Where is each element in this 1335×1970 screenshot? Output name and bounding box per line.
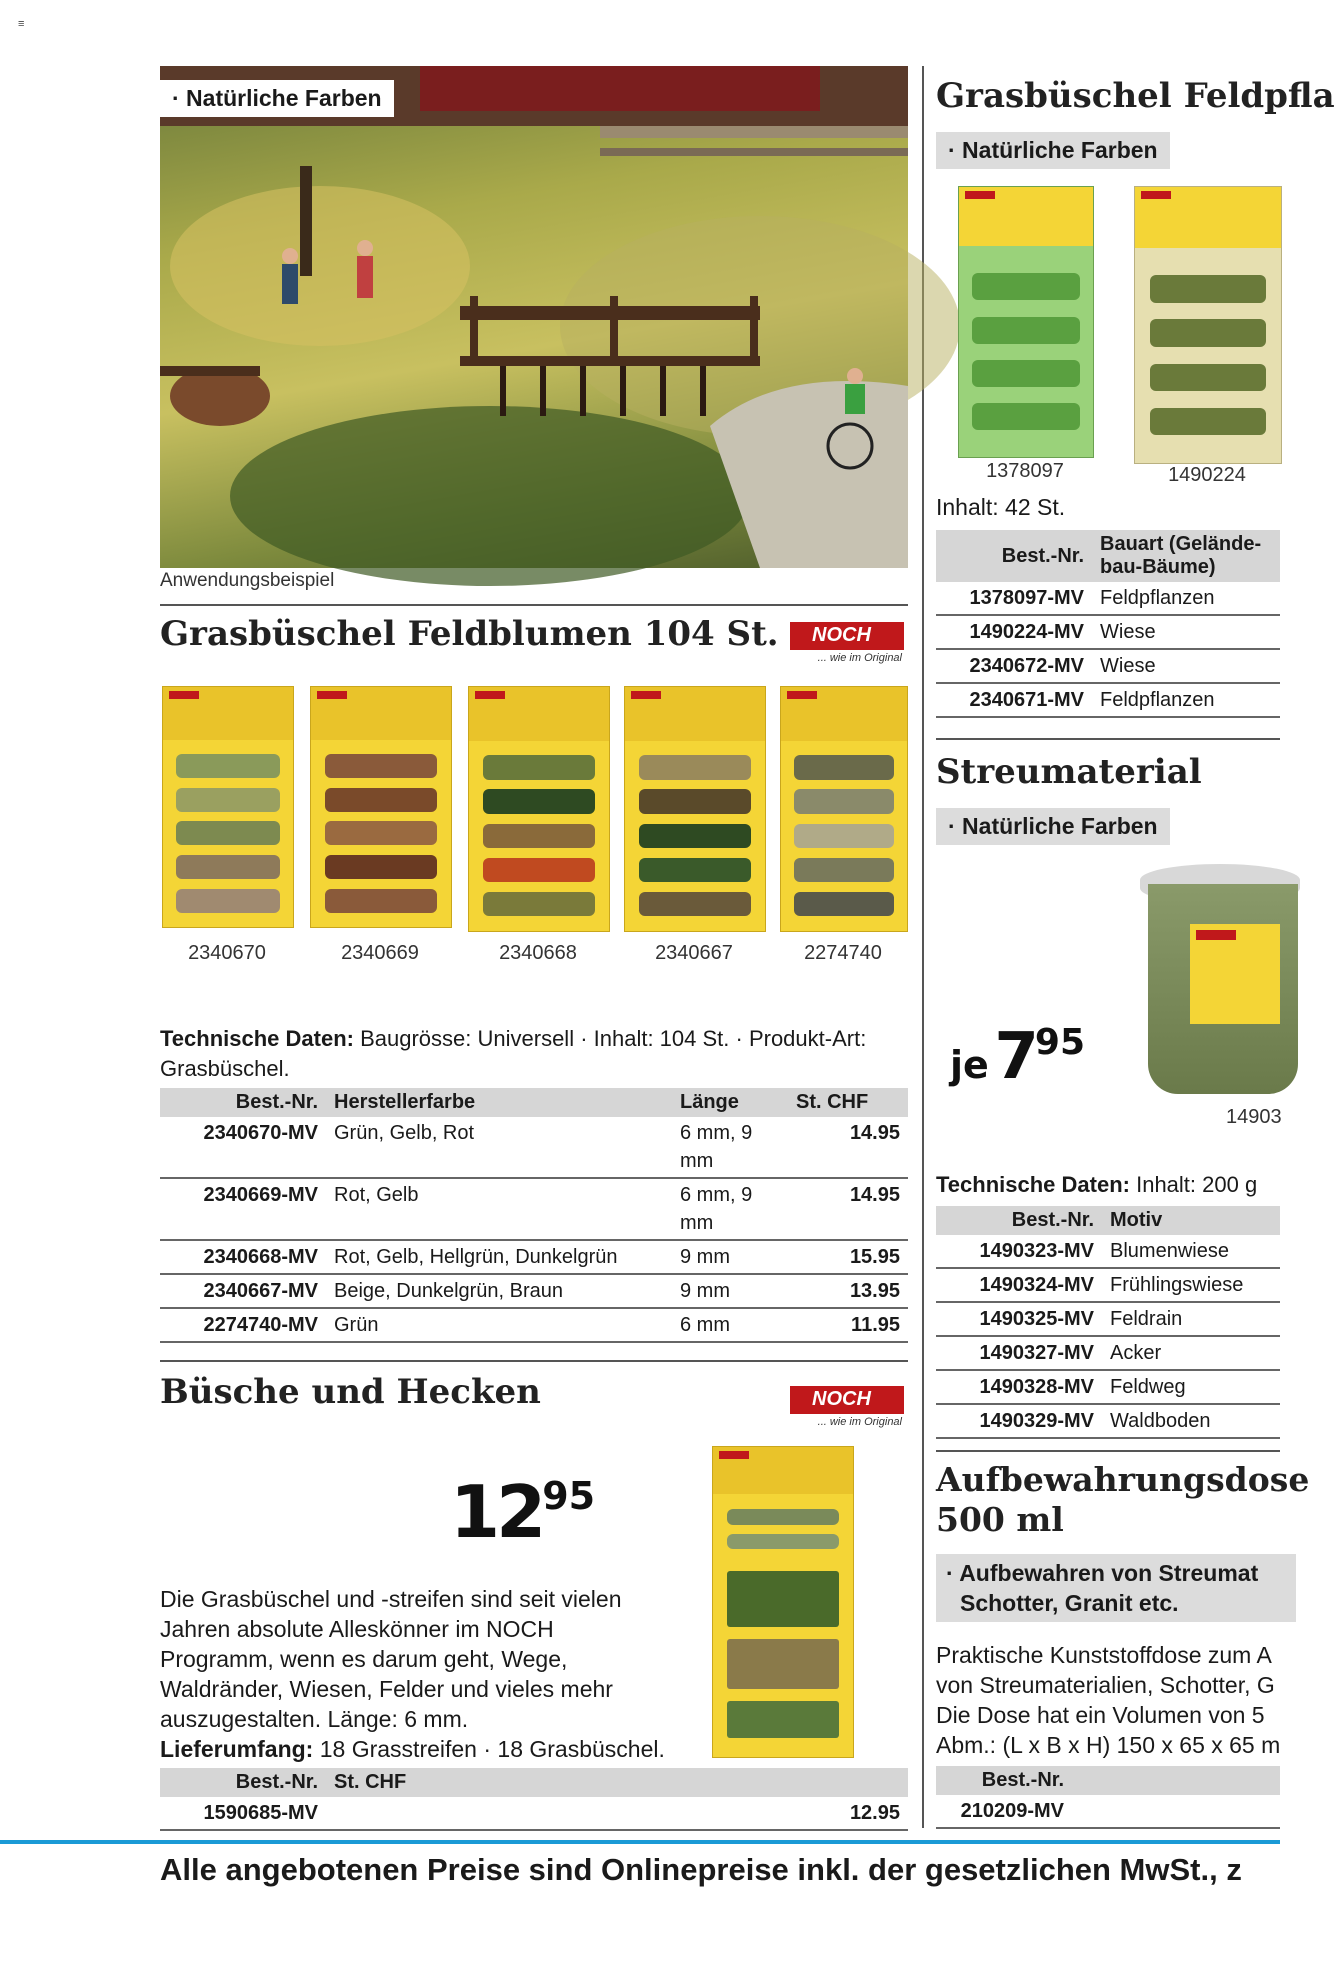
table-row[interactable] <box>936 1302 1280 1336</box>
price-tag <box>450 1470 595 1554</box>
product-table <box>936 1206 1280 1439</box>
section-rule <box>160 604 908 606</box>
col-header: Bauart (Gelände-bau-Bäume) <box>1092 530 1280 582</box>
product-tub[interactable] <box>1140 864 1280 1094</box>
price-cell: 11.95 <box>788 1308 908 1342</box>
order-number: 1590685-MV <box>160 1797 326 1830</box>
order-number: 1378097-MV <box>936 582 1092 615</box>
motif-cell: Frühlingswiese <box>1102 1268 1280 1302</box>
product-table <box>936 1766 1280 1829</box>
noch-logo: NOCH ... wie im Original <box>790 1386 904 1434</box>
order-number: 2340670-MV <box>160 1117 326 1178</box>
motif-cell: Feldweg <box>1102 1370 1280 1404</box>
price-main: 7 <box>994 1020 1035 1094</box>
length-cell: 9 mm <box>672 1274 788 1308</box>
order-number: 1490329-MV <box>936 1404 1102 1438</box>
product-code: 2340667 <box>655 942 733 964</box>
title-line: 500 ml <box>936 1500 1064 1539</box>
footer-divider <box>0 1840 1280 1844</box>
product-code: 2340669 <box>341 942 419 964</box>
product-code: 14903 <box>1226 1106 1282 1128</box>
motif-cell: Waldboden <box>1102 1404 1280 1438</box>
technical-data <box>936 1170 1257 1200</box>
desc-line: Die Dose hat ein Volumen von 5 <box>936 1702 1265 1728</box>
table-row[interactable] <box>936 1336 1280 1370</box>
length-cell: 6 mm <box>672 1308 788 1342</box>
product-pack[interactable] <box>624 686 766 932</box>
price-cell: 14.95 <box>788 1178 908 1240</box>
product-code: 1490224 <box>1168 464 1246 486</box>
product-pack[interactable] <box>468 686 610 932</box>
section-rule <box>936 738 1280 740</box>
table-row[interactable] <box>160 1178 908 1240</box>
price-prefix: je <box>950 1043 989 1087</box>
order-number: 1490328-MV <box>936 1370 1102 1404</box>
order-number: 210209-MV <box>936 1795 1072 1828</box>
desc-line: Abm.: (L x B x H) 150 x 65 x 65 m <box>936 1732 1281 1758</box>
badge-line: Schotter, Granit etc. <box>960 1590 1179 1616</box>
delivery-scope <box>160 1734 720 1764</box>
order-number: 1490224-MV <box>936 615 1092 649</box>
technical-data <box>160 1024 900 1084</box>
price-cell: 12.95 <box>326 1797 908 1830</box>
order-number: 2340668-MV <box>160 1240 326 1274</box>
price-cell: 13.95 <box>788 1274 908 1308</box>
type-cell: Wiese <box>1092 649 1280 683</box>
table-row[interactable] <box>936 615 1280 649</box>
motif-cell: Acker <box>1102 1336 1280 1370</box>
order-number: 2340671-MV <box>936 683 1092 717</box>
color-cell: Rot, Gelb <box>326 1178 672 1240</box>
tech-text: Inhalt: 200 g <box>1129 1172 1258 1197</box>
type-cell: Feldpflanzen <box>1092 582 1280 615</box>
product-table <box>160 1768 908 1831</box>
order-number: 2340669-MV <box>160 1178 326 1240</box>
col-header: Best.-Nr. <box>936 530 1092 582</box>
title-line: Aufbewahrungsdose <box>936 1460 1310 1499</box>
delivery-text: 18 Grasstreifen · 18 Grasbüschel. <box>313 1736 665 1762</box>
section-rule <box>936 1450 1280 1452</box>
table-row[interactable] <box>936 1268 1280 1302</box>
order-number: 1490325-MV <box>936 1302 1102 1336</box>
col-header: Best.-Nr. <box>160 1088 326 1117</box>
col-header: Herstellerfarbe <box>326 1088 672 1117</box>
price-cell: 15.95 <box>788 1240 908 1274</box>
price-tag <box>950 1020 1085 1094</box>
section-title <box>936 1460 1309 1540</box>
section-title: Büsche und Hecken <box>160 1372 541 1412</box>
tech-label: Technische Daten: <box>160 1026 354 1051</box>
col-header: St. CHF <box>788 1088 908 1117</box>
table-row[interactable] <box>160 1274 908 1308</box>
table-row[interactable] <box>160 1308 908 1342</box>
order-number: 1490323-MV <box>936 1235 1102 1268</box>
tech-text: Baugrösse: Universell · Inhalt: 104 St. · Produkt-Art: Grasbüschel. <box>160 1026 867 1081</box>
product-pack[interactable] <box>1134 186 1282 464</box>
col-header: Best.-Nr. <box>936 1206 1102 1235</box>
table-row[interactable] <box>936 1235 1280 1268</box>
col-header: Motiv <box>1102 1206 1280 1235</box>
length-cell: 6 mm, 9 mm <box>672 1178 788 1240</box>
footer-note: Alle angebotenen Preise sind Onlinepreise inkl. der gesetzlichen MwSt., z <box>160 1852 1242 1887</box>
price-cell: 14.95 <box>788 1117 908 1178</box>
color-cell: Rot, Gelb, Hellgrün, Dunkelgrün <box>326 1240 672 1274</box>
table-row[interactable] <box>936 1370 1280 1404</box>
empty-cell <box>1072 1795 1280 1828</box>
desc-line: von Streumaterialien, Schotter, G <box>936 1672 1275 1698</box>
product-pack[interactable] <box>712 1446 854 1758</box>
price-cents: 95 <box>542 1474 596 1518</box>
order-number: 1490327-MV <box>936 1336 1102 1370</box>
product-code: 2340670 <box>188 942 266 964</box>
desc-line: Praktische Kunststoffdose zum A <box>936 1642 1272 1668</box>
order-number: 2340672-MV <box>936 649 1092 683</box>
section-title: Grasbüschel Feldpfla <box>936 76 1335 116</box>
feature-badge: · Natürliche Farben <box>936 808 1170 845</box>
product-table <box>160 1088 908 1343</box>
contents-text: Inhalt: 42 St. <box>936 494 1066 520</box>
type-cell: Feldpflanzen <box>1092 683 1280 717</box>
table-row[interactable] <box>936 582 1280 615</box>
col-header: St. CHF <box>326 1768 908 1797</box>
product-table <box>936 530 1280 718</box>
motif-cell: Feldrain <box>1102 1302 1280 1336</box>
hero-badge: · Natürliche Farben <box>160 80 394 117</box>
length-cell: 9 mm <box>672 1240 788 1274</box>
col-header: Länge <box>672 1088 788 1117</box>
color-cell: Grün, Gelb, Rot <box>326 1117 672 1178</box>
table-row[interactable] <box>936 1404 1280 1438</box>
badge-line: · Aufbewahren von Streumat <box>946 1560 1259 1586</box>
feature-badge <box>936 1554 1296 1622</box>
type-cell: Wiese <box>1092 615 1280 649</box>
product-description: Die Grasbüschel und -streifen sind seit vielen Jahren absolute Alleskönner im NOCH Programm, wenn es darum geht, Wege, Waldränder, Wiesen, Felder und vieles mehr auszugestalten. Länge: 6 mm. <box>160 1586 622 1732</box>
section-title: Streumaterial <box>936 752 1202 792</box>
col-header: Best.-Nr. <box>936 1766 1072 1795</box>
product-code: 2274740 <box>804 942 882 964</box>
order-number: 1490324-MV <box>936 1268 1102 1302</box>
scenery-illustration <box>160 66 908 568</box>
motif-cell: Blumenwiese <box>1102 1235 1280 1268</box>
section-rule <box>160 1360 908 1362</box>
table-row[interactable] <box>160 1797 908 1830</box>
table-row[interactable] <box>936 683 1280 717</box>
col-header: Best.-Nr. <box>160 1768 326 1797</box>
section-title: Grasbüschel Feldblumen 104 St. <box>160 614 779 654</box>
product-pack[interactable] <box>162 686 294 928</box>
tech-label: Technische Daten: <box>936 1172 1130 1197</box>
price-cents: 95 <box>1034 1022 1086 1063</box>
product-code: 2340668 <box>499 942 577 964</box>
feature-badge: · Natürliche Farben <box>936 132 1170 169</box>
length-cell: 6 mm, 9 mm <box>672 1117 788 1178</box>
product-code: 1378097 <box>986 460 1064 482</box>
order-number: 2340667-MV <box>160 1274 326 1308</box>
product-description <box>936 1640 1280 1760</box>
hero-image <box>160 66 908 568</box>
table-row[interactable] <box>160 1240 908 1274</box>
order-number: 2274740-MV <box>160 1308 326 1342</box>
product-pack[interactable] <box>780 686 908 932</box>
menu-icon[interactable]: ≡ <box>18 18 25 30</box>
table-row[interactable] <box>936 1795 1280 1828</box>
table-row[interactable] <box>160 1117 908 1178</box>
noch-logo: NOCH ... wie im Original <box>790 622 904 670</box>
col-header <box>1072 1766 1280 1795</box>
hero-caption: Anwendungsbeispiel <box>160 570 335 591</box>
delivery-label: Lieferumfang: <box>160 1736 314 1762</box>
price-main: 12 <box>450 1470 543 1554</box>
product-pack[interactable] <box>310 686 452 928</box>
color-cell: Beige, Dunkelgrün, Braun <box>326 1274 672 1308</box>
table-row[interactable] <box>936 649 1280 683</box>
color-cell: Grün <box>326 1308 672 1342</box>
product-pack[interactable] <box>958 186 1094 458</box>
